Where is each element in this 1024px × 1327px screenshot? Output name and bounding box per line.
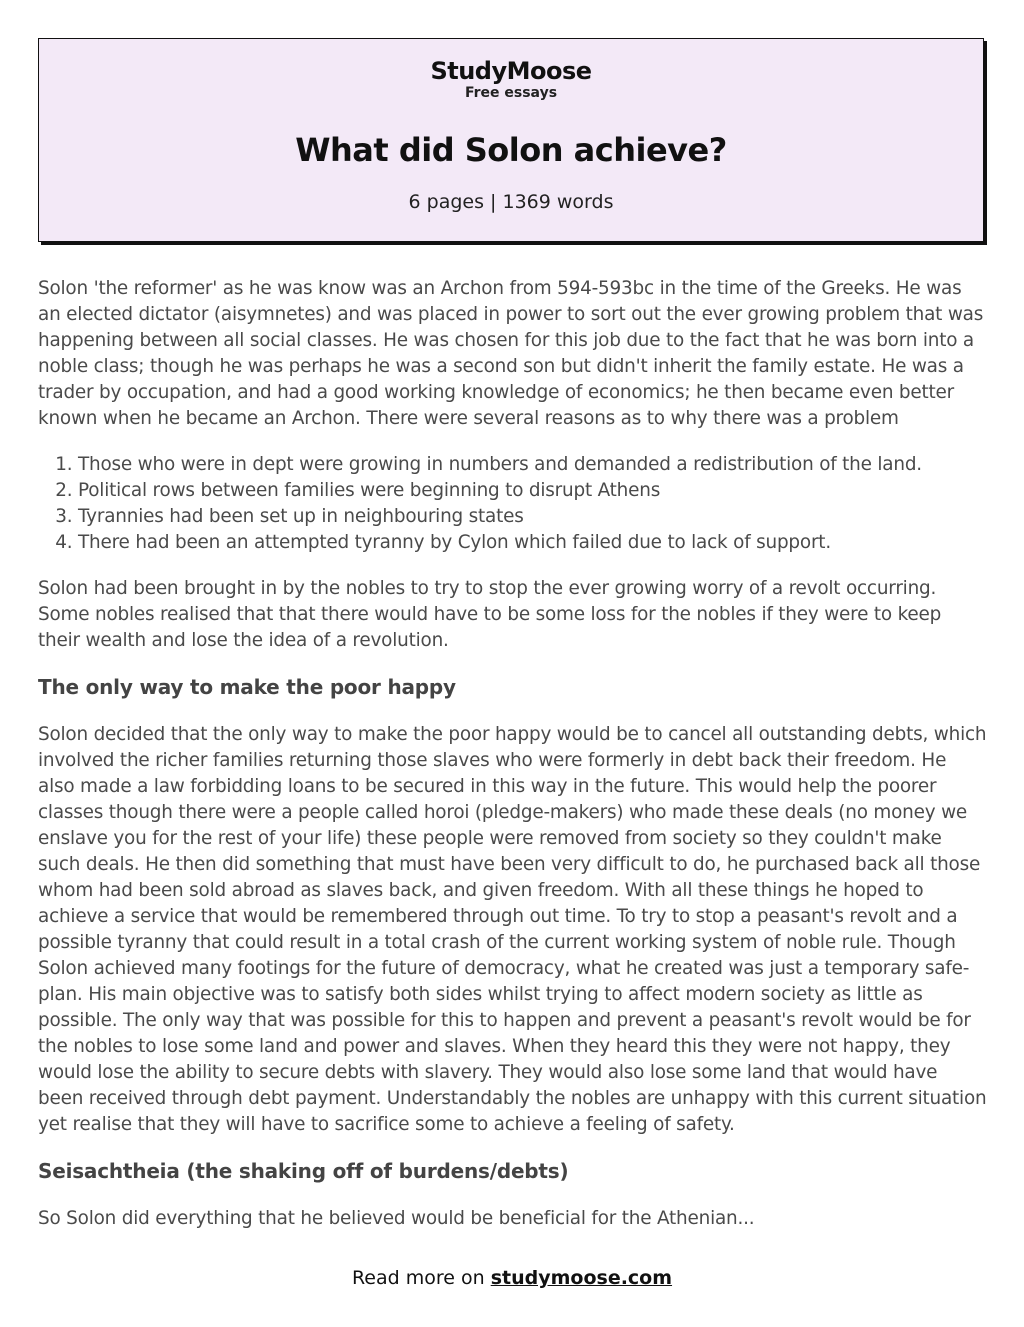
list-item: 3. Tyrannies had been set up in neighbouring states: [78, 504, 988, 530]
essay-meta: 6 pages | 1369 words: [408, 191, 614, 213]
page-title: What did Solon achieve?: [295, 131, 727, 169]
read-more: [0, 1267, 1024, 1289]
list-item: 4. There had been an attempted tyranny by Cylon which failed due to lack of support.: [78, 530, 988, 556]
brand-tagline: Free essays: [464, 85, 558, 101]
essay-body: [38, 276, 988, 1252]
reasons-list: [38, 452, 988, 556]
brand-logo: StudyMoose: [430, 57, 592, 85]
intro-paragraph: Solon 'the reformer' as he was know was an Archon from 594-593bc in the time of the Greeks. He was an elected dictator (aisymnetes) and was placed in power to sort out the ever growing problem that was happening between all social classes. He was chosen for this job due to the fact that he was born into a noble class; though he was perhaps he was a second son but didn't inherit the family estate. He was a trader by occupation, and had a good working knowledge of economics; he then became even better known when he became an Archon. There were several reasons as to why there was a problem: [38, 278, 984, 429]
essay-header: [38, 38, 984, 242]
studymoose-link[interactable]: studymoose.com: [490, 1267, 673, 1289]
section-heading: The only way to make the poor happy: [38, 675, 456, 699]
paragraph: Solon had been brought in by the nobles to try to stop the ever growing worry of a revolt occurring. Some nobles realised that that there would have to be some loss for the nobles if they were to keep their wealth and lose the idea of a revolution.: [38, 578, 942, 651]
paragraph: So Solon did everything that he believed would be beneficial for the Athenian...: [38, 1208, 755, 1229]
section-heading: Seisachtheia (the shaking off of burdens/debts): [38, 1159, 569, 1183]
list-item: 1. Those who were in dept were growing in numbers and demanded a redistribution of the land.: [78, 452, 988, 478]
list-item: 2. Political rows between families were beginning to disrupt Athens: [78, 478, 988, 504]
read-more-label: Read more on: [351, 1267, 491, 1289]
paragraph: Solon decided that the only way to make the poor happy would be to cancel all outstanding debts, which involved the richer families returning those slaves who were formerly in debt back their freedom. He also made a law forbidding loans to be secured in this way in the future. This would help the poorer classes though there were a people called horoi (pledge-makers) who made these deals (no money we enslave you for the rest of your life) these people were removed from society so they couldn't make such deals. He then did something that must have been very difficult to do, he purchased back all those whom had been sold abroad as slaves back, and given freedom. With all these things he hoped to achieve a service that would be remembered through out time. To try to stop a peasant's revolt and a possible tyranny that could result in a total crash of the current working system of noble rule. Though Solon achieved many footings for the future of democracy, what he created was just a temporary safe-plan. His main objective was to satisfy both sides whilst trying to affect modern society as little as possible. The only way that was possible for this to happen and prevent a peasant's revolt would be for the nobles to lose some land and power and slaves. When they heard this they were not happy, they would lose the ability to secure debts with slavery. They would also lose some land that would have been received through debt payment. Understandably the nobles are unhappy with this current situation yet realise that they will have to sacrifice some to achieve a feeling of safety.: [38, 724, 987, 1135]
